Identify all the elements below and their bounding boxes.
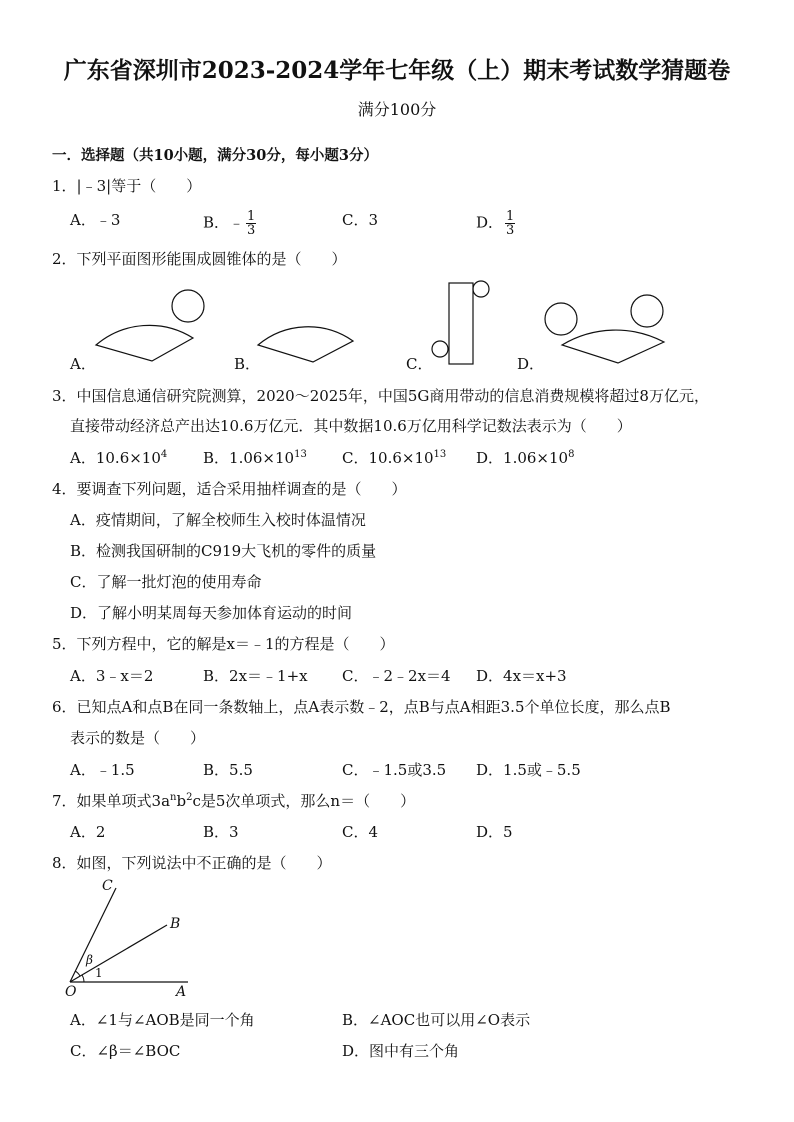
q4-option-d: D．了解小明某周每天参加体育运动的时间	[70, 604, 353, 622]
q7-option-c: C．4	[342, 823, 379, 841]
q1-option-d: D． $\frac{1}{3}$	[476, 209, 515, 238]
q2-option-d: D．	[517, 355, 545, 373]
question-1-stem: 1．|﹣3|等于（ ）	[52, 177, 202, 195]
question-5-stem: 5．下列方程中，它的解是x＝﹣1的方程是（ ）	[52, 635, 395, 653]
q8-option-a: A．∠1与∠AOB是同一个角	[70, 1011, 255, 1029]
label-beta: β	[86, 953, 93, 967]
q6-option-a: A．﹣1.5	[70, 761, 135, 779]
page-title: 广东省深圳市2023-2024学年七年级（上）期末考试数学猜题卷	[63, 57, 731, 84]
fraction: $\frac{1}{3}$	[506, 209, 515, 238]
q3-option-a: A．$10.6\times 10^4$	[70, 449, 168, 467]
q3-option-b: B．$1.06\times 10^{13}$	[203, 449, 307, 467]
q7-option-d: D．5	[476, 823, 513, 841]
question-6-stem-line2: 表示的数是（ ）	[70, 729, 206, 747]
q6-option-b: B．5.5	[203, 761, 253, 779]
q3-option-d: D．$1.06\times 10^8$	[476, 449, 575, 467]
label-o: O	[65, 984, 77, 1000]
question-8-stem: 8．如图，下列说法中不正确的是（ ）	[52, 854, 332, 872]
q6-option-d: D．1.5或﹣5.5	[476, 761, 581, 779]
q1-option-c: C．3	[342, 211, 379, 229]
q5-option-a: A．3﹣x＝2	[70, 667, 154, 685]
q8-option-b: B．∠AOC也可以用∠O表示	[342, 1011, 531, 1029]
question-7-stem: 7．如果单项式$3a^nb^2c$是5次单项式，那么n＝（ ）	[52, 792, 416, 810]
question-6-stem-line1: 6．已知点A和点B在同一条数轴上，点A表示数﹣2，点B与点A相距3.5个单位长度，那么点B	[52, 698, 671, 716]
q2-option-c: C．	[406, 355, 433, 373]
label-b: B	[170, 916, 181, 932]
q6-option-c: C．﹣1.5或3.5	[342, 761, 447, 779]
label-angle-1: 1	[95, 966, 103, 980]
q4-option-b: B．检测我国研制的C919大飞机的零件的质量	[70, 542, 377, 560]
question-3-stem-line2: 直接带动经济总产出达10.6万亿元．其中数据10.6万亿用科学记数法表示为（ ）	[70, 417, 632, 435]
question-2-stem: 2．下列平面图形能围成圆锥体的是（ ）	[52, 250, 347, 268]
label-a: A	[176, 984, 187, 1000]
q8-option-d: D．图中有三个角	[342, 1042, 460, 1060]
q7-option-b: B．3	[203, 823, 239, 841]
page-subtitle: 满分100分	[357, 100, 437, 119]
q5-option-c: C．﹣2﹣2x＝4	[342, 667, 451, 685]
q4-option-a: A．疫情期间，了解全校师生入校时体温情况	[70, 511, 366, 529]
q2-option-a: A．	[70, 355, 96, 373]
q2-option-b: B．	[234, 355, 261, 373]
q7-option-a: A．2	[70, 823, 106, 841]
question-4-stem: 4．要调查下列问题，适合采用抽样调查的是（ ）	[52, 480, 407, 498]
q5-option-b: B．2x＝﹣1+x	[203, 667, 308, 685]
fraction: $\frac{1}{3}$	[247, 209, 256, 238]
label-c: C	[102, 878, 113, 894]
question-3-stem-line1: 3．中国信息通信研究院测算，2020～2025年，中国5G商用带动的信息消费规模将超过8万亿元，	[52, 387, 709, 405]
q1-option-a: A．﹣3	[70, 211, 121, 229]
q8-option-c: C．∠β＝∠BOC	[70, 1042, 181, 1060]
q4-option-c: C．了解一批灯泡的使用寿命	[70, 573, 262, 591]
q1-option-b: B．﹣ $\frac{1}{3}$	[203, 209, 256, 238]
section-heading: 一．选择题（共10小题，满分30分，每小题3分）	[52, 147, 378, 164]
q5-option-d: D．4x＝x+3	[476, 667, 567, 685]
q3-option-c: C．$10.6\times 10^{13}$	[342, 449, 447, 467]
